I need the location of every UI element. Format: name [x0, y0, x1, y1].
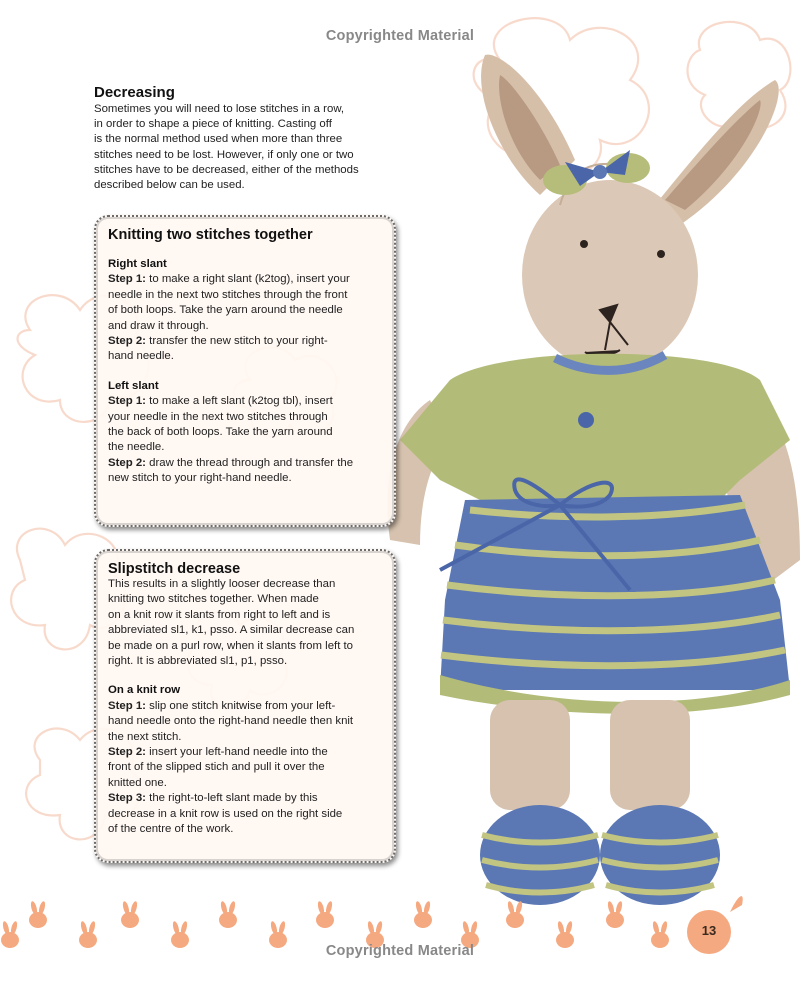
bunny-sweater	[400, 354, 790, 500]
bunny-right-ear	[655, 80, 779, 225]
bunny-silhouette-icon	[29, 901, 47, 928]
bunny-silhouette-icon	[414, 901, 432, 928]
intro-paragraph: Sometimes you will need to lose stitches in a row, in order to shape a piece of knitting. Casting off is the normal method used when more than three stitches need to be lost. However, if only one or two stitches have to be decreased, either of the methods described below can be used.	[94, 103, 359, 192]
bunny-silhouette-icon	[606, 901, 624, 928]
knitted-bunny-photo	[330, 40, 800, 920]
box-title: Knitting two stitches together	[108, 227, 313, 243]
knit-row-step-2: Step 2: insert your left-hand needle into the front of the slipped stich and pull it over the knitted one.	[108, 746, 328, 789]
bunny-silhouette-icon	[506, 901, 524, 928]
copyright-watermark-bottom: Copyrighted Material	[325, 943, 475, 959]
bunny-right-eye	[657, 250, 665, 258]
box-title: Slipstitch decrease	[108, 561, 241, 577]
bunny-head	[522, 180, 698, 370]
bunny-legs	[490, 700, 690, 810]
left-slant-step-1: Step 1: to make a left slant (k2tog tbl), insert your needle in the next two stitches through the back of both loops. Take the yarn around the needle.	[108, 395, 333, 454]
knitting-two-together-box	[94, 215, 396, 527]
slipstitch-decrease-box	[94, 549, 396, 863]
page-number: 13	[701, 923, 717, 938]
bunny-left-eye	[580, 240, 588, 248]
knit-row-step-1: Step 1: slip one stitch knitwise from your left- hand needle onto the right-hand needle then knit the next stitch.	[108, 699, 354, 743]
left-slant-step-2: Step 2: draw the thread through and transfer the new stitch to your right-hand needle.	[108, 456, 354, 485]
decreasing-intro	[94, 84, 394, 193]
right-slant-heading: Right slant	[108, 258, 167, 270]
right-slant-step-1: Step 1: to make a right slant (k2tog), insert your needle in the next two stitches through the front of both loops. Take the yarn around the needle and draw it through.	[108, 273, 350, 332]
bunny-silhouette-icon	[316, 901, 334, 928]
right-slant-step-2: Step 2: transfer the new stitch to your right- hand needle.	[108, 335, 328, 363]
page-number-badge	[687, 910, 731, 954]
bunny-silhouette-icon	[219, 901, 237, 928]
knit-row-step-3: Step 3: the right-to-left slant made by this decrease in a knit row is used on the right side of the centre of the work.	[108, 792, 343, 836]
copyright-watermark-top: Copyrighted Material	[325, 28, 475, 44]
bunny-dress	[440, 495, 790, 714]
section-title: Decreasing	[94, 84, 175, 101]
slipstitch-intro: This results in a slightly looser decrease than knitting two stitches together. When made on a knit row it slants from right to left and is abbreviated sl1, k1, psso. A similar decrease can be made on a purl row, when it slants from left to right. It is abbreviated sl1, p1, psso.	[108, 578, 355, 668]
left-slant-heading: Left slant	[108, 379, 159, 392]
bunny-border-strip	[0, 890, 800, 950]
bunny-silhouette-icon	[121, 901, 139, 928]
knit-row-heading: On a knit row	[108, 684, 181, 697]
